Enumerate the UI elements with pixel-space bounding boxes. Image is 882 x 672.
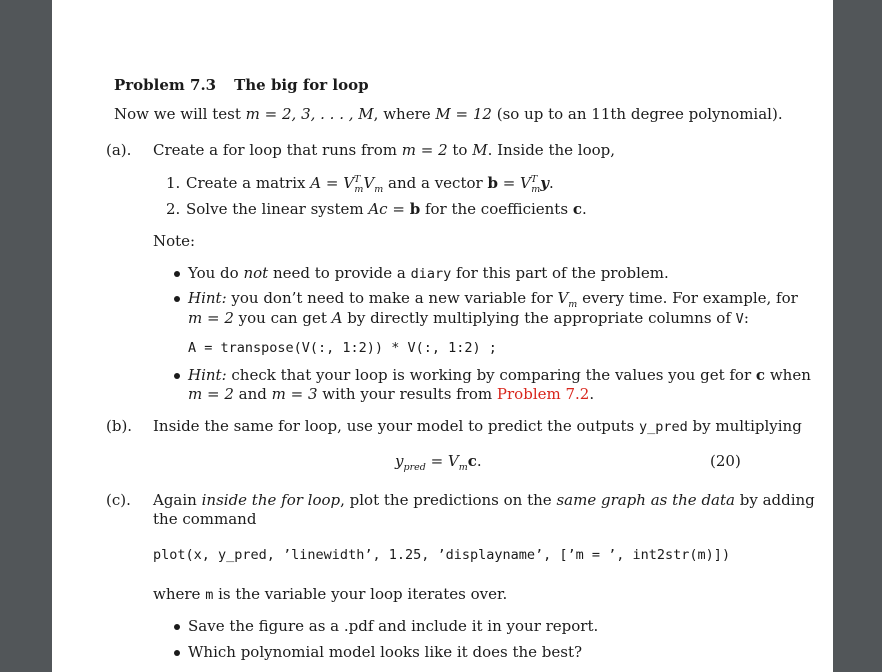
code-line: A = transpose(V(:, 1:2)) * V(:, 1:2) ; bbox=[188, 340, 497, 356]
text: Again bbox=[153, 491, 202, 509]
text: . bbox=[476, 452, 482, 470]
text: Create a matrix bbox=[186, 174, 311, 192]
math-bold: c bbox=[467, 452, 477, 470]
note-label: Note: bbox=[153, 232, 196, 250]
math: = V bbox=[497, 174, 531, 192]
equation-number: (20) bbox=[710, 452, 741, 470]
emphasis: not bbox=[243, 264, 269, 282]
math-sup: T bbox=[354, 174, 361, 185]
text: . bbox=[589, 385, 595, 403]
hint-label: Hint: bbox=[188, 289, 227, 307]
part-b-text bbox=[153, 417, 802, 437]
text: = bbox=[387, 200, 410, 218]
text: for this part of the problem. bbox=[451, 264, 669, 282]
part-c-text bbox=[153, 491, 815, 510]
intro-part: Now we will test bbox=[114, 105, 246, 123]
enum-number-1: 1. bbox=[166, 174, 181, 192]
math: M bbox=[472, 141, 488, 159]
math-bold: c bbox=[572, 200, 582, 218]
math-bold: b bbox=[409, 200, 421, 218]
math-sup: T bbox=[530, 174, 538, 185]
text: and bbox=[233, 385, 272, 403]
problem-number: Problem 7.3 bbox=[114, 76, 217, 94]
where-text bbox=[153, 585, 507, 605]
math: = V bbox=[425, 452, 459, 470]
text: by directly multiplying the appropriate columns of bbox=[342, 309, 736, 327]
bullet-icon bbox=[174, 271, 180, 277]
part-c-bullet-1: Save the figure as a .pdf and include it in your report. bbox=[188, 617, 599, 635]
part-b-label: (b). bbox=[106, 417, 133, 435]
math-bold: c bbox=[755, 366, 766, 384]
part-a-text bbox=[153, 141, 615, 160]
math-sub: m bbox=[568, 299, 578, 310]
text: . bbox=[548, 174, 554, 192]
part-a-label: (a). bbox=[106, 141, 132, 159]
text: to bbox=[447, 141, 473, 159]
part-c-bullet-2: Which polynomial model looks like it does the best? bbox=[188, 643, 583, 661]
math: = V bbox=[321, 174, 355, 192]
problem-title: The big for loop bbox=[234, 76, 369, 94]
math-sub: m bbox=[458, 462, 468, 473]
emphasis: same graph as the data bbox=[556, 491, 735, 509]
document-page bbox=[52, 0, 833, 672]
part-c-text-cont: the command bbox=[153, 510, 257, 528]
intro-part: (so up to an 11th degree polynomial). bbox=[491, 105, 783, 123]
text: when bbox=[765, 366, 811, 384]
emphasis: inside the for loop bbox=[201, 491, 341, 509]
inline-code: m bbox=[205, 587, 214, 603]
text: Solve the linear system bbox=[186, 200, 369, 218]
plot-command-code: plot(x, y_pred, ’linewidth’, 1.25, ’displayname’, [’m = ’, int2str(m)]) bbox=[153, 547, 731, 563]
equation-20 bbox=[395, 452, 482, 471]
inline-code: y_pred bbox=[638, 419, 688, 435]
bullet-icon bbox=[174, 373, 180, 379]
math: m = 2 bbox=[401, 141, 448, 159]
note-item-1 bbox=[188, 264, 669, 284]
math-sub: m bbox=[354, 184, 364, 195]
enum-number-2: 2. bbox=[166, 200, 181, 218]
hint-label: Hint: bbox=[188, 366, 227, 384]
math-sub: m bbox=[531, 184, 541, 195]
text: and a vector bbox=[383, 174, 488, 192]
enum-item-1 bbox=[186, 174, 554, 193]
bullet-icon bbox=[174, 624, 180, 630]
note-item-2 bbox=[188, 289, 798, 308]
text: for the coefficients bbox=[420, 200, 573, 218]
text: by multiplying bbox=[687, 417, 802, 435]
math: m = 3 bbox=[271, 385, 318, 403]
intro-part: , where bbox=[373, 105, 436, 123]
text: , plot the predictions on the bbox=[340, 491, 557, 509]
math: V bbox=[557, 289, 569, 307]
inline-code: V bbox=[735, 311, 744, 327]
enum-item-2 bbox=[186, 200, 587, 219]
note-item-2-cont bbox=[188, 309, 749, 329]
text: by adding bbox=[734, 491, 815, 509]
math: V bbox=[363, 174, 375, 192]
math: y bbox=[395, 452, 404, 470]
math: A bbox=[331, 309, 343, 327]
math: m = 2 bbox=[188, 385, 234, 403]
math-bold: b bbox=[487, 174, 498, 192]
problem-heading bbox=[114, 76, 369, 95]
text: where bbox=[153, 585, 206, 603]
text: : bbox=[743, 309, 749, 327]
text: check that your loop is working by comparing the values you get for bbox=[226, 366, 756, 384]
text: every time. For example, for bbox=[577, 289, 798, 307]
math: A bbox=[310, 174, 322, 192]
text: need to provide a bbox=[268, 264, 411, 282]
math-m-range: m = 2, 3, . . . , M bbox=[245, 105, 374, 123]
math: Ac bbox=[368, 200, 388, 218]
note-item-3 bbox=[188, 366, 811, 385]
intro-text bbox=[114, 105, 783, 124]
text: . Inside the loop, bbox=[487, 141, 616, 159]
text: you don’t need to make a new variable for bbox=[226, 289, 558, 307]
text: with your results from bbox=[317, 385, 497, 403]
math-bold: y bbox=[540, 174, 549, 192]
text: Create a for loop that runs from bbox=[153, 141, 402, 159]
math: m = 2 bbox=[188, 309, 234, 327]
text: . bbox=[581, 200, 587, 218]
text: You do bbox=[188, 264, 244, 282]
problem-7-2-link[interactable]: Problem 7.2 bbox=[496, 385, 590, 403]
note-item-3-cont bbox=[188, 385, 594, 404]
math-M-eq: M = 12 bbox=[435, 105, 492, 123]
math-sub: pred bbox=[403, 462, 426, 473]
text: you can get bbox=[233, 309, 332, 327]
bullet-icon bbox=[174, 650, 180, 656]
bullet-icon bbox=[174, 296, 180, 302]
inline-code: diary bbox=[410, 266, 452, 282]
text: Inside the same for loop, use your model to predict the outputs bbox=[153, 417, 639, 435]
math-sub: m bbox=[374, 184, 384, 195]
part-c-label: (c). bbox=[106, 491, 131, 509]
text: is the variable your loop iterates over. bbox=[213, 585, 508, 603]
